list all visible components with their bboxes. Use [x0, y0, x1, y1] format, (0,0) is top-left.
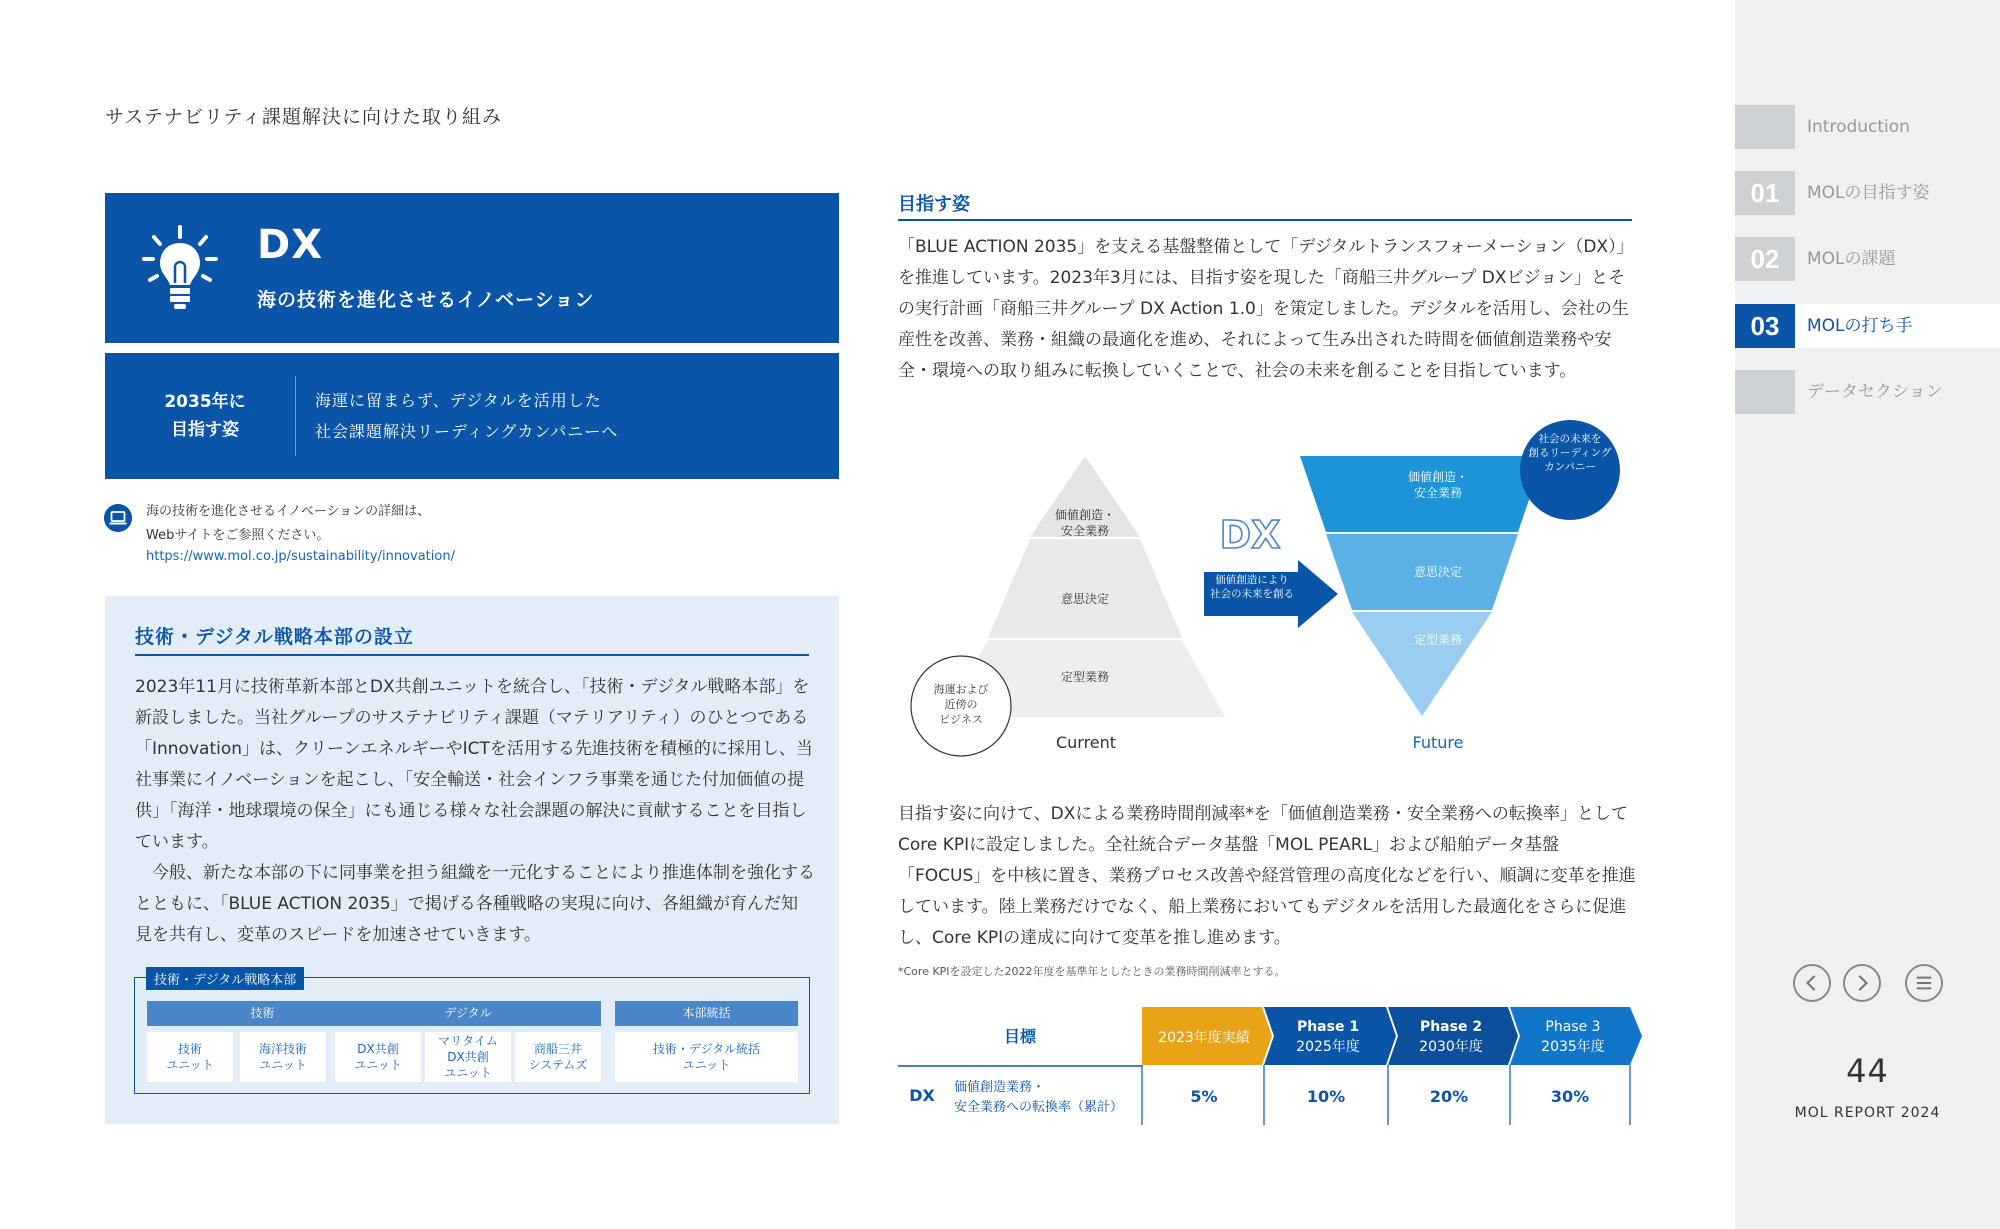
nav-item-label: MOLの目指す姿: [1807, 183, 1930, 203]
kpi-col-year: 2025年度: [1296, 1039, 1360, 1055]
kpi-col-phase2: [1388, 1007, 1518, 1065]
vision-divider: [295, 376, 296, 456]
vision-text-line1: 海運に留まらず、デジタルを活用した: [315, 391, 602, 410]
kpi-row-desc: 価値創造業務・: [954, 1080, 1046, 1095]
vision-label-line1: 2035年に: [164, 392, 246, 412]
web-reference-note: [146, 500, 430, 548]
kpi-body: 目指す姿に向けて、DXによる業務時間削減率*を「価値創造業務・安全業務への転換率」としてCore KPIに設定しました。全社統合データ基盤「MOL PEARL」および船舶データ基盤「FOCUS」を中核に置き、業務プロセス改善や経営管理の高度化などを行い、順調に変革を推進しています。陸上業務だけでなく、船上業務においてもデジタルを活用した最適化をさらに促進し、Core KPIの達成に向けて変革を推し進めます。: [898, 804, 1636, 948]
vision-body: 「BLUE ACTION 2035」を支える基盤整備として「デジタルトランスフォーメーション（DX）」を推進しています。2023年3月には、目指す姿を現した「商船三井グループ DXビジョン」とその実行計画「商船三井グループ DX Action 1.0」を策定しました。デジタルを活用し、会社の生産性を改善、業務・組織の最適化を進め、それによって生み出された時間を価値創造業務や安全・環境への取り組みに転換していくことで、社会の未来を創ることを目指しています。: [898, 237, 1634, 381]
kpi-col-label: Phase 3: [1545, 1019, 1601, 1035]
nav-item-number: [1735, 370, 1795, 414]
kpi-value: 30%: [1550, 1087, 1590, 1106]
prev-page-button[interactable]: [1793, 964, 1831, 1002]
future-company-label: 社会の未来を創るリーディングカンパニー: [1528, 432, 1612, 474]
nav-item-02[interactable]: [1735, 237, 2000, 281]
nav-item-data-section[interactable]: [1735, 370, 2000, 414]
nav-item-03[interactable]: [1735, 304, 2000, 348]
future-layer-label: 定型業務: [1413, 633, 1463, 647]
next-page-button[interactable]: [1843, 964, 1881, 1002]
kpi-value: 5%: [1190, 1087, 1218, 1106]
kpi-value: 20%: [1429, 1087, 1469, 1106]
nav-item-label: MOLの課題: [1807, 249, 1896, 269]
org-group-hq: 本部統括: [615, 1001, 798, 1026]
future-layer-label: 意思決定: [1413, 565, 1463, 579]
org-unit: 海洋技術 ユニット: [240, 1032, 326, 1082]
nav-item-number: 03: [1735, 304, 1795, 348]
strategy-heading: 技術・デジタル戦略本部の設立: [135, 626, 414, 648]
strategy-rule: [135, 654, 809, 656]
kpi-col-label: Phase 1: [1296, 1019, 1360, 1035]
nav-item-introduction[interactable]: [1735, 105, 2000, 149]
kpi-col-year: 2030年度: [1419, 1039, 1483, 1055]
kpi-footnote: *Core KPIを設定した2022年度を基準年としたときの業務時間削減率とする。: [898, 965, 1286, 978]
kpi-row-label: DX: [909, 1086, 935, 1105]
nav-item-number: [1735, 105, 1795, 149]
strategy-paragraph-2: 今般、新たな本部の下に同事業を担う組織を一元化することにより推進体制を強化するとともに、「BLUE ACTION 2035」で掲げる各種戦略の実現に向け、各組織が育んだ知見を共有し、変革のスピードを加速させていきます。: [135, 863, 815, 945]
nav-item-number: 01: [1735, 171, 1795, 215]
vision-text-line2: 社会課題解決リーディングカンパニーへ: [315, 422, 619, 441]
page-number: 44: [1846, 1052, 1889, 1090]
vision-rule: [898, 219, 1632, 221]
kpi-value: 10%: [1306, 1087, 1346, 1106]
dx-title: DX: [257, 222, 324, 268]
org-unit: DX共創 ユニット: [335, 1032, 421, 1082]
nav-item-label: MOLの打ち手: [1807, 316, 1913, 336]
org-group-digital: デジタル: [335, 1001, 601, 1026]
org-unit: マリタイム DX共創 ユニット: [425, 1032, 511, 1082]
org-chart-title: 技術・デジタル戦略本部: [146, 967, 304, 990]
note-line2: Webサイトをご参照ください。: [146, 528, 330, 543]
strategy-paragraph-1: 2023年11月に技術革新本部とDX共創ユニットを統合し、「技術・デジタル戦略本部」を新設しました。当社グループのサステナビリティ課題（マテリアリティ）のひとつである「Innovation」は、クリーンエネルギーやICTを活用する先進技術を積極的に採用し、当社事業にイノベーションを起こし、「安全輸送・社会インフラ事業を通じた付加価値の提供」「海洋・地球環境の保全」にも通じる様々な社会課題の解決に貢献することを目指しています。: [135, 677, 813, 852]
note-line1: 海の技術を進化させるイノベーションの詳細は、: [146, 504, 431, 519]
chevron-left-icon: [1808, 976, 1815, 990]
lightbulb-icon: [140, 225, 220, 315]
kpi-table: [898, 1005, 1648, 1125]
org-unit: 技術・デジタル統括 ユニット: [615, 1032, 798, 1082]
transform-arrow-text: 価値創造により社会の未来を創る: [1210, 573, 1294, 601]
future-layer-label: 価値創造・安全業務: [1407, 469, 1469, 501]
vision-label: [140, 388, 270, 444]
org-group-tech: 技術: [147, 1001, 378, 1026]
kpi-col-phase3: [1510, 1007, 1642, 1065]
kpi-col-year: 2035年度: [1541, 1039, 1605, 1055]
dx-subtitle: 海の技術を進化させるイノベーション: [257, 289, 595, 311]
kpi-target-header: 目標: [1003, 1027, 1037, 1046]
page-title: サステナビリティ課題解決に向けた取り組み: [105, 106, 502, 128]
current-business-label: 海運および近傍のビジネス: [933, 683, 989, 726]
current-layer-mid: [988, 539, 1182, 638]
nav-item-label: Introduction: [1807, 117, 1910, 137]
dx-outline-text: DX: [1219, 513, 1281, 557]
menu-button[interactable]: [1905, 964, 1943, 1002]
nav-item-label: データセクション: [1807, 382, 1943, 402]
current-layer-label: 意思決定: [1060, 592, 1110, 606]
vision-label-line2: 目指す姿: [171, 420, 239, 440]
nav-item-01[interactable]: [1735, 171, 2000, 215]
future-layer-bottom: [1352, 612, 1492, 716]
vision-heading: 目指す姿: [898, 194, 970, 215]
current-layer-label: 価値創造・安全業務: [1054, 507, 1116, 539]
menu-icon: [1917, 978, 1931, 989]
laptop-icon: [104, 504, 132, 532]
vision-text: [315, 385, 815, 447]
strategy-body: [135, 672, 815, 951]
dx-transformation-diagram: [890, 410, 1650, 770]
innovation-link[interactable]: https://www.mol.co.jp/sustainability/innovation/: [146, 549, 455, 564]
kpi-col-phase1: [1264, 1007, 1396, 1065]
kpi-row-desc: 安全業務への転換率（累計）: [954, 1100, 1124, 1115]
kpi-col-label: 2023年度実績: [1158, 1030, 1250, 1046]
org-unit: 商船三井 システムズ: [515, 1032, 601, 1082]
current-layer-label: 定型業務: [1060, 670, 1110, 684]
org-unit: 技術 ユニット: [147, 1032, 233, 1082]
future-label: Future: [1412, 733, 1464, 752]
current-label: Current: [1055, 733, 1117, 752]
report-name: MOL REPORT 2024: [1794, 1105, 1941, 1121]
nav-item-number: 02: [1735, 237, 1795, 281]
chevron-right-icon: [1859, 976, 1866, 990]
kpi-col-label: Phase 2: [1419, 1019, 1483, 1035]
